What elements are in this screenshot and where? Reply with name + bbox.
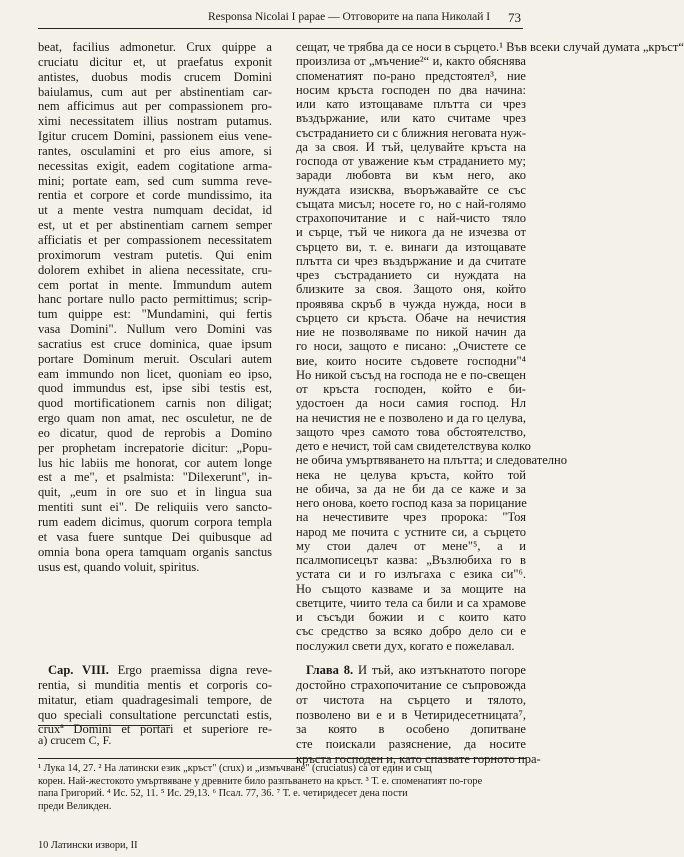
latin-text-line: rentia et corpore et corde mundissimo, ita bbox=[38, 188, 272, 203]
latin-text-line: portare Dominum meruit. Osculari autem bbox=[38, 351, 272, 366]
bulgarian-text-line: близките за своя. Защото оня, който bbox=[296, 282, 526, 297]
latin-chapter-line: Ergo praemissa digna reve- bbox=[117, 663, 272, 677]
bulgarian-text-line: дето е нечист, той сам свидетелствува колко bbox=[296, 439, 531, 453]
latin-text-line: ergo quam non amat, nec osculetur, ne de bbox=[38, 411, 272, 426]
bulgarian-text-line: заради любовта ви към него, ако bbox=[296, 168, 526, 183]
latin-text-line: cem portat in mente. Immundum autem bbox=[38, 277, 272, 292]
latin-text-line: hanc portare nullo pacto permittimus; scrip- bbox=[38, 292, 272, 307]
bulgarian-chapter-line: сте поискали разяснение, да носите bbox=[296, 737, 526, 752]
running-header bbox=[38, 10, 523, 29]
bulgarian-text-line: устата си и го излъгаха с езика си"⁶. bbox=[296, 567, 526, 582]
bulgarian-text-line: не обича, за да не би да се каже и за bbox=[296, 481, 526, 496]
footnotes bbox=[38, 763, 526, 813]
bulgarian-chapter-line: от чистота на сърцето и тялото, bbox=[296, 692, 526, 707]
running-title: Responsa Nicolai I papae — Отговорите на папа Николай I bbox=[208, 11, 491, 23]
latin-text-line: est a me", et psalmista: "Dilexerunt", in- bbox=[38, 470, 272, 485]
latin-text-line: ximi necessitatem illius nostram putamus. bbox=[38, 114, 272, 129]
latin-text-line: mentiti sunt ei". De reliquiis vero sancto- bbox=[38, 500, 272, 515]
latin-text-line: beat, facilius admonetur. Crux quippe a bbox=[38, 40, 272, 54]
bulgarian-text-line: нуждата изисква, въоръжавайте се със bbox=[296, 182, 526, 197]
bulgarian-text-line: защото чрез самото това обстоятелство, bbox=[296, 424, 526, 439]
latin-text-line: lus hic labiis me honorat, cor autem longe bbox=[38, 455, 272, 470]
bulgarian-text-line: на нечестивите чрез пророка: "Тоя bbox=[296, 510, 526, 525]
bulgarian-text-line: ние не позволяваме по никой начин да bbox=[296, 325, 526, 339]
latin-text-line: mini; portate eam, sed cum summa reve- bbox=[38, 173, 272, 188]
latin-chapter-line: mitatur, etiam quadragesimali tempore, de bbox=[38, 692, 272, 707]
latin-text-line: rantes, osculamini et pro eius amore, si bbox=[38, 143, 272, 158]
bulgarian-text-line: сърцето ви, т. е. винаги да изтощавате bbox=[296, 239, 526, 254]
latin-text-line: proximorum vestram putetis. Qui enim bbox=[38, 247, 272, 262]
latin-text-line: quod immundus est, ipse sibi testis est, bbox=[38, 381, 272, 396]
bulgarian-text-line: да за своя. И тъй, целувайте кръста на bbox=[296, 139, 526, 154]
bulgarian-text-line: същата мисъл; носете го, но с най-голямо bbox=[296, 196, 526, 211]
latin-text-line: afficiatis et per compassionem necessitatem bbox=[38, 232, 272, 247]
printer-signature: 10 Латински извори, II bbox=[38, 840, 138, 851]
latin-text-line: rum eadem dicimus, quorum corpora templa bbox=[38, 515, 272, 529]
footnote-line: преди Великден. bbox=[38, 800, 112, 812]
bulgarian-text-line: го носи, защото е писано: „Очистете се bbox=[296, 339, 526, 354]
bulgarian-text-line: на нечистия не е позволено и да го целува, bbox=[296, 410, 526, 425]
bulgarian-text-line: народ ме почита с устните си, а сърцето bbox=[296, 524, 526, 539]
bulgarian-chapter-line: позволено ви е и в Четиридесетницата⁷, bbox=[296, 707, 526, 722]
bulgarian-text-line: споменатият по-рано предстоятел³, ние bbox=[296, 68, 526, 83]
bulgarian-text-line: Но никой съсъд на господа не е по-свещен bbox=[296, 367, 526, 382]
variant-rule bbox=[38, 725, 170, 726]
bulgarian-text-line: Но същото казваме и за мощите на bbox=[296, 581, 526, 596]
bulgarian-text-column bbox=[296, 40, 684, 653]
bulgarian-text-line: и сърце, тъй че никога да не изчезва от bbox=[296, 225, 526, 240]
latin-text-line: antistes, duobus modis crucem Domini bbox=[38, 69, 272, 84]
bulgarian-text-line: не обича умъртвяването на плътта; и следователно bbox=[296, 453, 568, 468]
bulgarian-chapter-line: кръста господен и, като спазвате горното пра- bbox=[296, 752, 541, 767]
latin-text-line: vasa Domini". Nullum vero Domini vas bbox=[38, 322, 272, 337]
variant-note: a) crucem C, F. bbox=[38, 733, 112, 747]
bulgarian-text-line: със средство за всяко добро дело си е bbox=[296, 624, 526, 639]
latin-text-line: tum quippe est: "Mundamini, qui fertis bbox=[38, 307, 272, 322]
latin-chapter-line: rentia, si munditia mentis et corporis co- bbox=[38, 677, 272, 692]
bulgarian-text-line: вие, които носите съдовете господни"⁴ bbox=[296, 353, 526, 368]
bulgarian-text-line: му стои далеч от мене"⁵, а и bbox=[296, 538, 526, 553]
latin-text-line: Igitur crucem Domini, passionem eius vene- bbox=[38, 129, 272, 144]
bulgarian-text-line: произлиза от „мъчение²“ и, както обяснява bbox=[296, 54, 526, 69]
bulgarian-text-line: и съсъди божии и с които като bbox=[296, 610, 526, 624]
footnote-line: папа Григорий. ⁴ Ис. 52, 11. ⁵ Ис. 29,13. ⁶ Псал. 77, 36. ⁷ Т. е. четиридесет дена пости bbox=[38, 788, 408, 799]
page-number: 73 bbox=[508, 10, 521, 25]
latin-chapter-label: Cap. VIII. bbox=[48, 663, 109, 677]
latin-text-line: nem afficimus aut per compassionem pro- bbox=[38, 99, 272, 114]
latin-text-line: baiulamus, cum aut per abstinentiam car- bbox=[38, 84, 272, 99]
bulgarian-text-line: послужил свети дух, когато е пожелавал. bbox=[296, 638, 515, 653]
latin-text-line: dolorem exhibet in aliena necessitate, cru- bbox=[38, 262, 272, 277]
latin-chapter-8 bbox=[38, 663, 272, 737]
footnote-line: корен. Най-жестокото умъртвяване у древните било разпъването на кръст. ³ Т. е. споменатият по-горе bbox=[38, 775, 483, 787]
bulgarian-text-line: състраданието си с ближния неговата нуж- bbox=[296, 125, 526, 140]
latin-text-line: est, ut et per abstinentiam carnem semper bbox=[38, 218, 272, 233]
latin-text-line: eam immundo non licet, quoniam eo ipso, bbox=[38, 366, 272, 381]
bulgarian-text-line: страхопочитание и с най-чисто тяло bbox=[296, 211, 526, 225]
bulgarian-text-line: сърцето си кръста. Обаче на нечистия bbox=[296, 310, 526, 325]
bulgarian-text-line: носим кръста господен по два начина: bbox=[296, 82, 526, 97]
bulgarian-text-line: псалмописецът казва: „Възлюбиха го в bbox=[296, 553, 526, 567]
latin-text-line: necessitas exigit, eadem cogitatione arma- bbox=[38, 158, 272, 173]
latin-chapter-line: cruxª Domini et portari et superiore re- bbox=[38, 722, 272, 737]
bulgarian-chapter-line: достойно страхопочитание се съпровожда bbox=[296, 677, 526, 692]
bulgarian-text-line: проявява скръб в чужда нужда, носи в bbox=[296, 296, 526, 311]
footnote-line: ¹ Лука 14, 27. ² На латински език „кръст" (crux) и „измъчване" (cruciatus) са от един и същ bbox=[38, 763, 432, 774]
bulgarian-text-line: светците, чиито тела са били и са храмове bbox=[296, 595, 526, 610]
bulgarian-chapter-label: Глава 8. bbox=[306, 663, 354, 677]
latin-text-line: per prophetam increpatorie dicitur: „Popu- bbox=[38, 440, 272, 455]
bulgarian-text-line: удостоен да носи самия господ. Нл bbox=[296, 396, 526, 411]
bulgarian-text-line: сещат, че трябва да се носи в сърцето.¹ Във всеки случай думата „кръст“ bbox=[296, 40, 684, 54]
bulgarian-text-line: нека не целува кръста, който той bbox=[296, 467, 526, 482]
latin-text-line: quod mortificationem carnis non diligat; bbox=[38, 396, 272, 411]
bulgarian-text-line: или като изтощаваме плътта си чрез bbox=[296, 97, 526, 111]
bulgarian-chapter-8 bbox=[296, 663, 541, 767]
latin-chapter-line: quo speciali consultatione percunctati estis, bbox=[38, 707, 272, 722]
latin-text-line: sacratius est cruce dominica, quae ipsum bbox=[38, 336, 272, 351]
latin-text-line: cruciatu dicitur et, ut praefatus exponit bbox=[38, 54, 272, 69]
bulgarian-text-line: господа от уважение към страданието му; bbox=[296, 154, 526, 168]
bulgarian-text-line: чрез състраданието си нуждата на bbox=[296, 268, 526, 282]
bulgarian-text-line: плътта си чрез въздържание и да считате bbox=[296, 253, 526, 268]
latin-text-line: omnia bona opera tamquam organis sanctus bbox=[38, 544, 272, 559]
latin-text-line: eo dicatur, quod de reprobis a Domino bbox=[38, 425, 272, 440]
latin-text-line: ut a mente vestra numquam decidat, id bbox=[38, 203, 272, 218]
bulgarian-text-line: от кръста господен, който е би- bbox=[296, 382, 526, 396]
bulgarian-text-line: въздържание, или като считаме чрез bbox=[296, 111, 526, 126]
latin-text-line: usus est, quando voluit, spiritus. bbox=[38, 559, 200, 574]
bulgarian-text-line: него онова, което господ каза за порицание bbox=[296, 496, 527, 510]
latin-text-column bbox=[38, 40, 272, 574]
bulgarian-chapter-line: за която в особено допитване bbox=[296, 722, 526, 737]
footnote-rule bbox=[38, 758, 526, 759]
latin-text-line: et vasa fuere suntque Dei quibusque ad bbox=[38, 529, 272, 544]
latin-text-line: quit, „eum in ore suo et in lingua sua bbox=[38, 485, 272, 500]
bulgarian-chapter-line: И тъй, ако изтъкнатото погоре bbox=[357, 663, 526, 677]
